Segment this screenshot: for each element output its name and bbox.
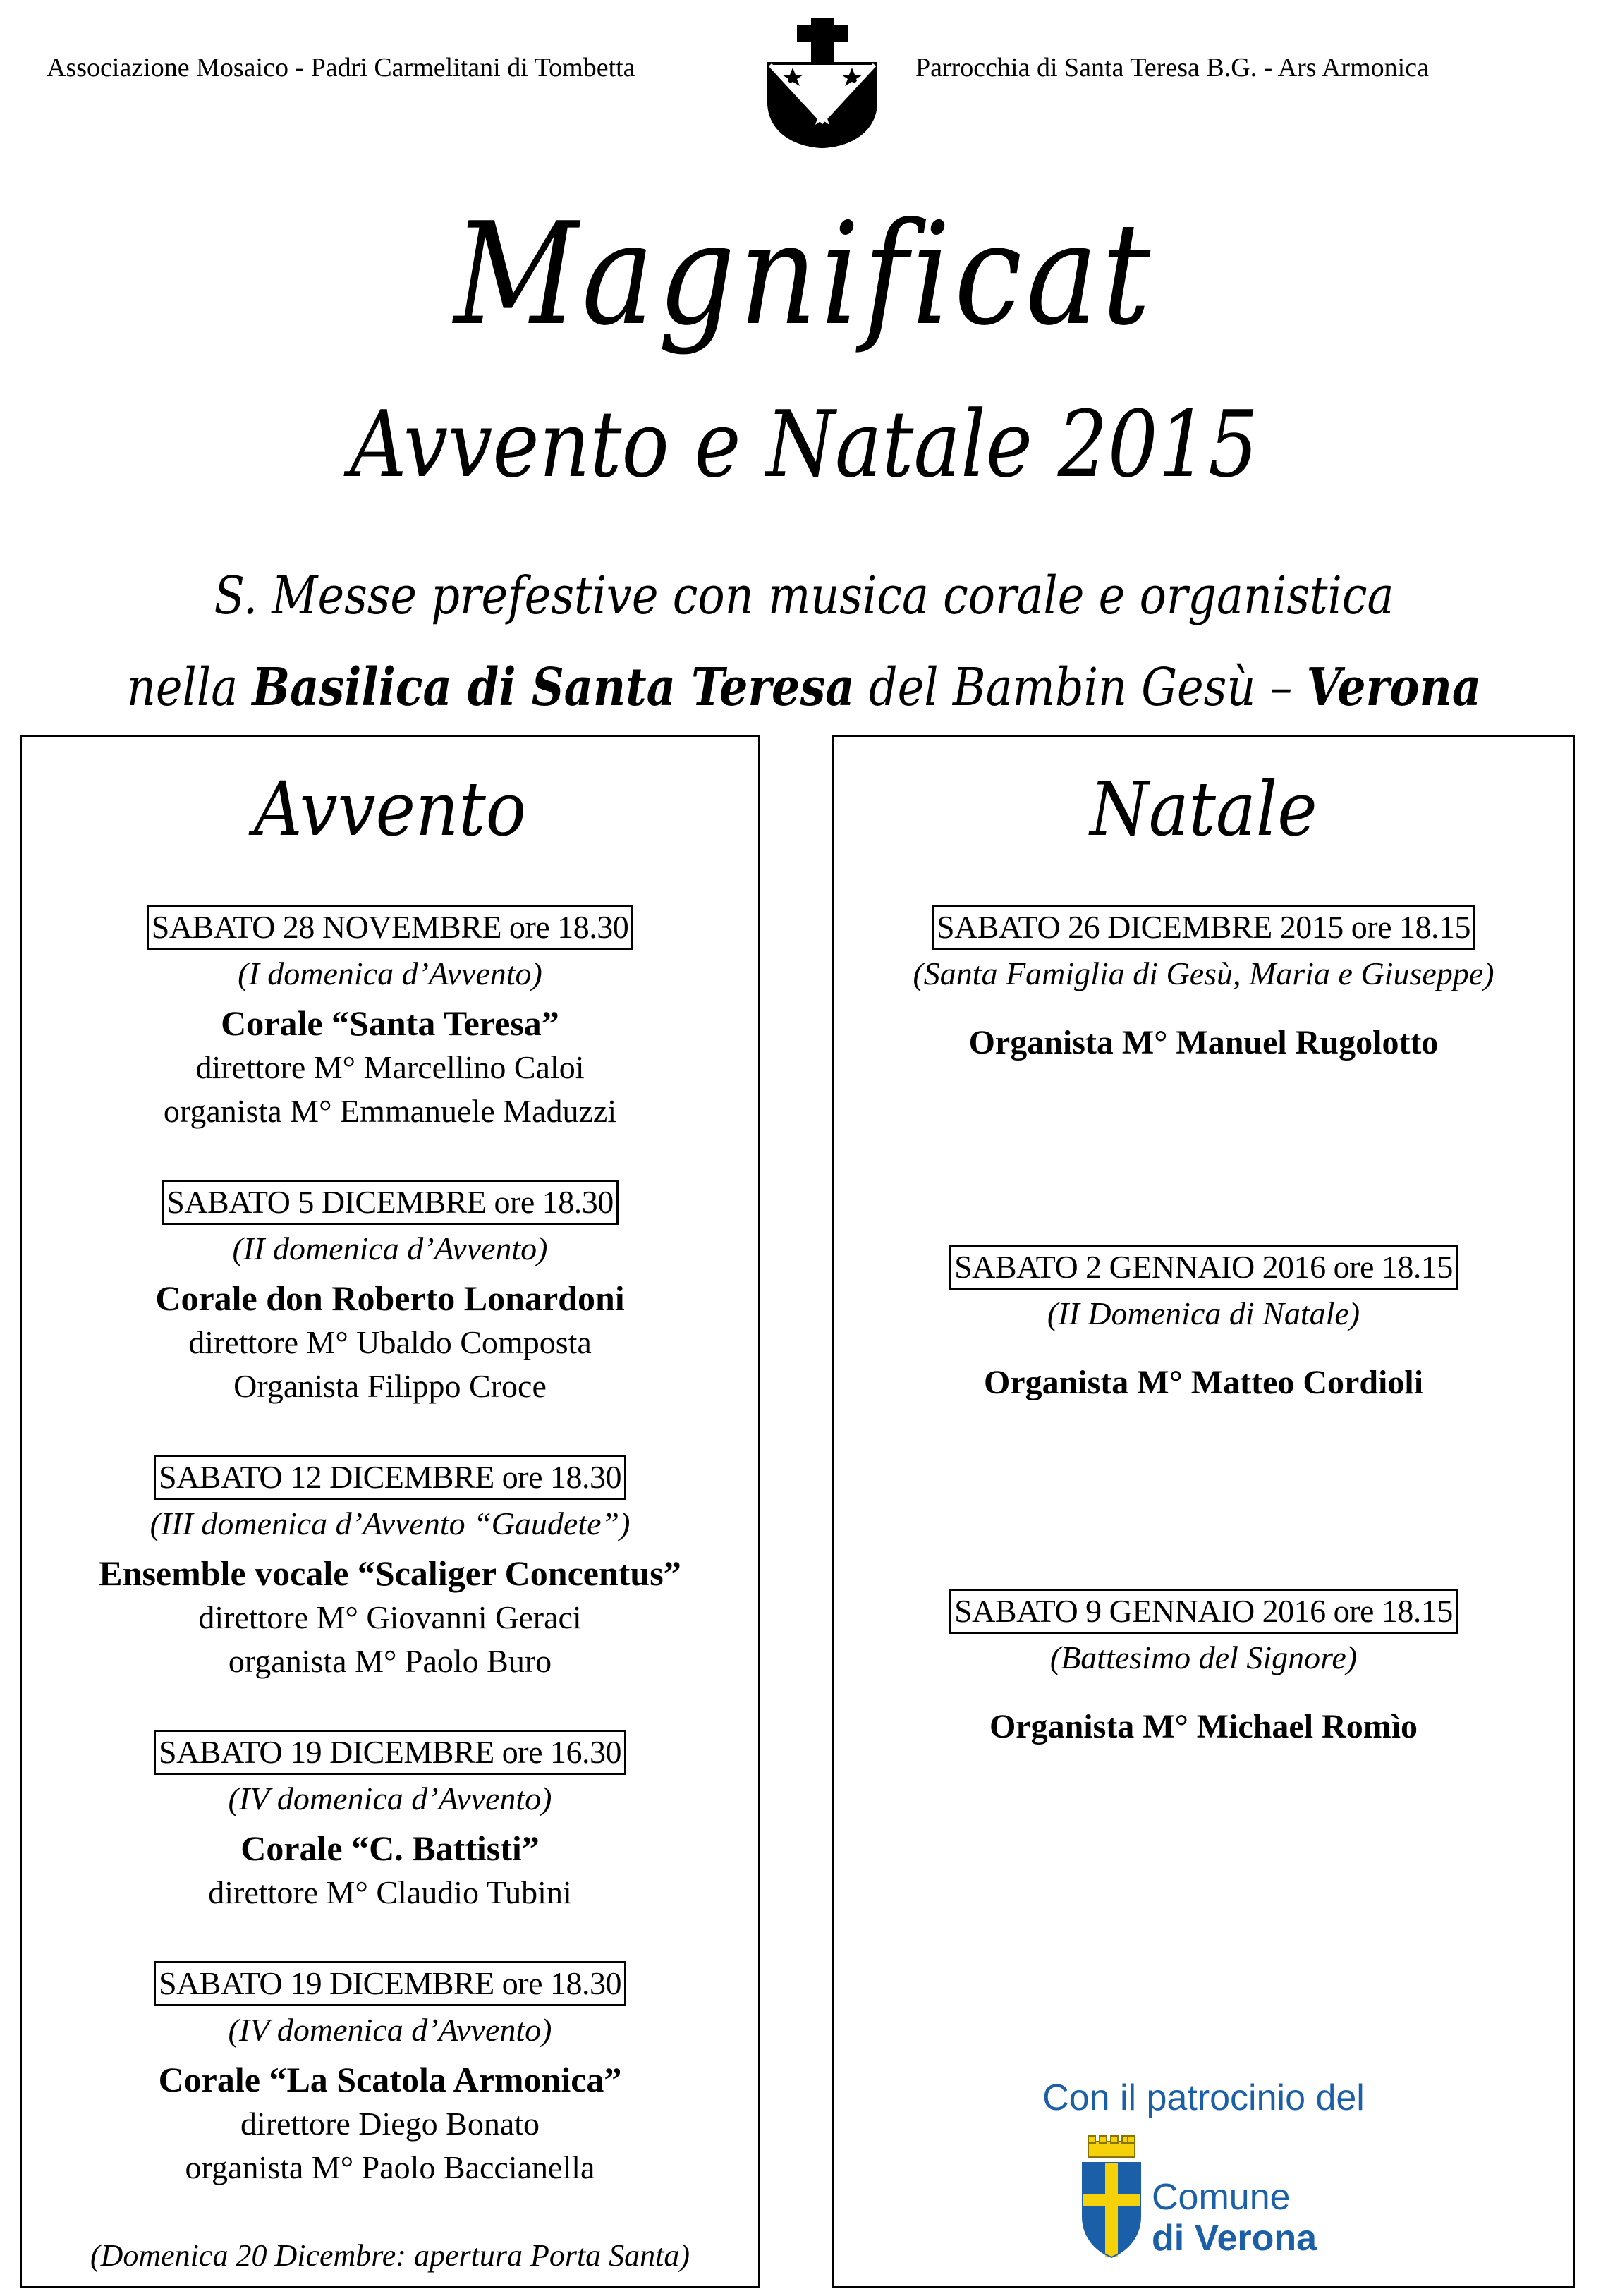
subtitle: Avvento e Natale 2015 <box>349 391 1259 498</box>
event-occasion: (II Domenica di Natale) <box>1047 1295 1360 1331</box>
event-natale-2 <box>834 1245 1573 1405</box>
event-natale-1 <box>834 905 1573 1065</box>
natale-column <box>832 735 1575 2288</box>
avvento-column <box>20 735 760 2288</box>
event-occasion: (III domenica d’Avvento “Gaudete”) <box>150 1506 631 1541</box>
event-organist: Organista M° Matteo Cordioli <box>983 1364 1424 1401</box>
event-choir: Corale don Roberto Lonardoni <box>155 1278 625 1318</box>
event-date: SABATO 19 DICEMBRE ore 16.30 <box>154 1730 626 1775</box>
event-line: direttore M° Ubaldo Composta <box>188 1324 592 1360</box>
event-avvento-3 <box>22 1455 758 1683</box>
event-line: direttore M° Giovanni Geraci <box>198 1599 582 1635</box>
event-organist: Organista M° Manuel Rugolotto <box>968 1024 1439 1061</box>
natale-title: Natale <box>1090 766 1317 853</box>
event-avvento-2 <box>22 1180 758 1408</box>
description-basilica: Basilica di Santa Teresa <box>252 657 855 718</box>
description-verona: Verona <box>1306 657 1482 718</box>
event-occasion: (IV domenica d’Avvento) <box>228 2012 552 2048</box>
avvento-title: Avvento <box>253 766 527 853</box>
event-line: direttore M° Marcellino Caloi <box>195 1049 585 1085</box>
event-avvento-5 <box>22 1961 758 2190</box>
shield-icon <box>1083 2163 1140 2257</box>
description-line-1: S. Messe prefestive con musica corale e organistica <box>214 566 1394 626</box>
event-occasion: (I domenica d’Avvento) <box>238 955 542 991</box>
description-del-bambin: del Bambin Gesù – <box>868 657 1293 718</box>
event-occasion: (II domenica d’Avvento) <box>232 1231 548 1266</box>
event-line: direttore M° Claudio Tubini <box>208 1874 572 1910</box>
event-date: SABATO 5 DICEMBRE ore 18.30 <box>162 1180 619 1225</box>
event-date: SABATO 9 GENNAIO 2016 ore 18.15 <box>949 1589 1458 1634</box>
event-line: organista M° Paolo Baccianella <box>185 2149 595 2185</box>
event-date: SABATO 19 DICEMBRE ore 18.30 <box>154 1961 626 2006</box>
logo-comune-text: Comune <box>1152 2177 1291 2218</box>
event-occasion: (IV domenica d’Avvento) <box>228 1781 552 1816</box>
event-avvento-1 <box>22 905 758 1133</box>
crown-icon <box>1088 2136 1135 2157</box>
comune-di-verona-logo <box>1078 2133 1360 2274</box>
header-left-text: Associazione Mosaico - Padri Carmelitani di Tombetta <box>47 53 635 83</box>
event-date: SABATO 26 DICEMBRE 2015 ore 18.15 <box>932 905 1475 950</box>
event-line: organista M° Emmanuele Maduzzi <box>163 1093 617 1129</box>
event-avvento-4 <box>22 1730 758 1915</box>
event-occasion: (Santa Famiglia di Gesù, Maria e Giuseppe) <box>913 955 1494 991</box>
event-date: SABATO 28 NOVEMBRE ore 18.30 <box>147 905 633 950</box>
patronage-label: Con il patrocinio del <box>1042 2077 1365 2118</box>
event-line: Organista Filippo Croce <box>233 1368 547 1404</box>
event-choir: Corale “Santa Teresa” <box>221 1003 559 1043</box>
event-natale-3 <box>834 1589 1573 1750</box>
avvento-footnote: (Domenica 20 Dicembre: apertura Porta Santa) <box>90 2238 690 2273</box>
main-title: Magnificat <box>453 193 1155 357</box>
carmelite-crest-logo <box>760 18 884 149</box>
description-line-2 <box>113 657 1496 718</box>
event-occasion: (Battesimo del Signore) <box>1049 1639 1358 1675</box>
event-choir: Ensemble vocale “Scaliger Concentus” <box>99 1553 681 1593</box>
event-line: organista M° Paolo Buro <box>228 1643 552 1679</box>
header-right-text: Parrocchia di Santa Teresa B.G. - Ars Armonica <box>915 53 1429 83</box>
event-choir: Corale “C. Battisti” <box>240 1828 540 1868</box>
event-date: SABATO 12 DICEMBRE ore 18.30 <box>154 1455 626 1500</box>
event-date: SABATO 2 GENNAIO 2016 ore 18.15 <box>949 1245 1458 1290</box>
event-choir: Corale “La Scatola Armonica” <box>158 2060 622 2099</box>
event-organist: Organista M° Michael Romìo <box>989 1708 1418 1745</box>
logo-di-verona-text: di Verona <box>1152 2218 1317 2259</box>
description-nella: nella <box>126 657 238 718</box>
event-line: direttore Diego Bonato <box>240 2106 540 2142</box>
